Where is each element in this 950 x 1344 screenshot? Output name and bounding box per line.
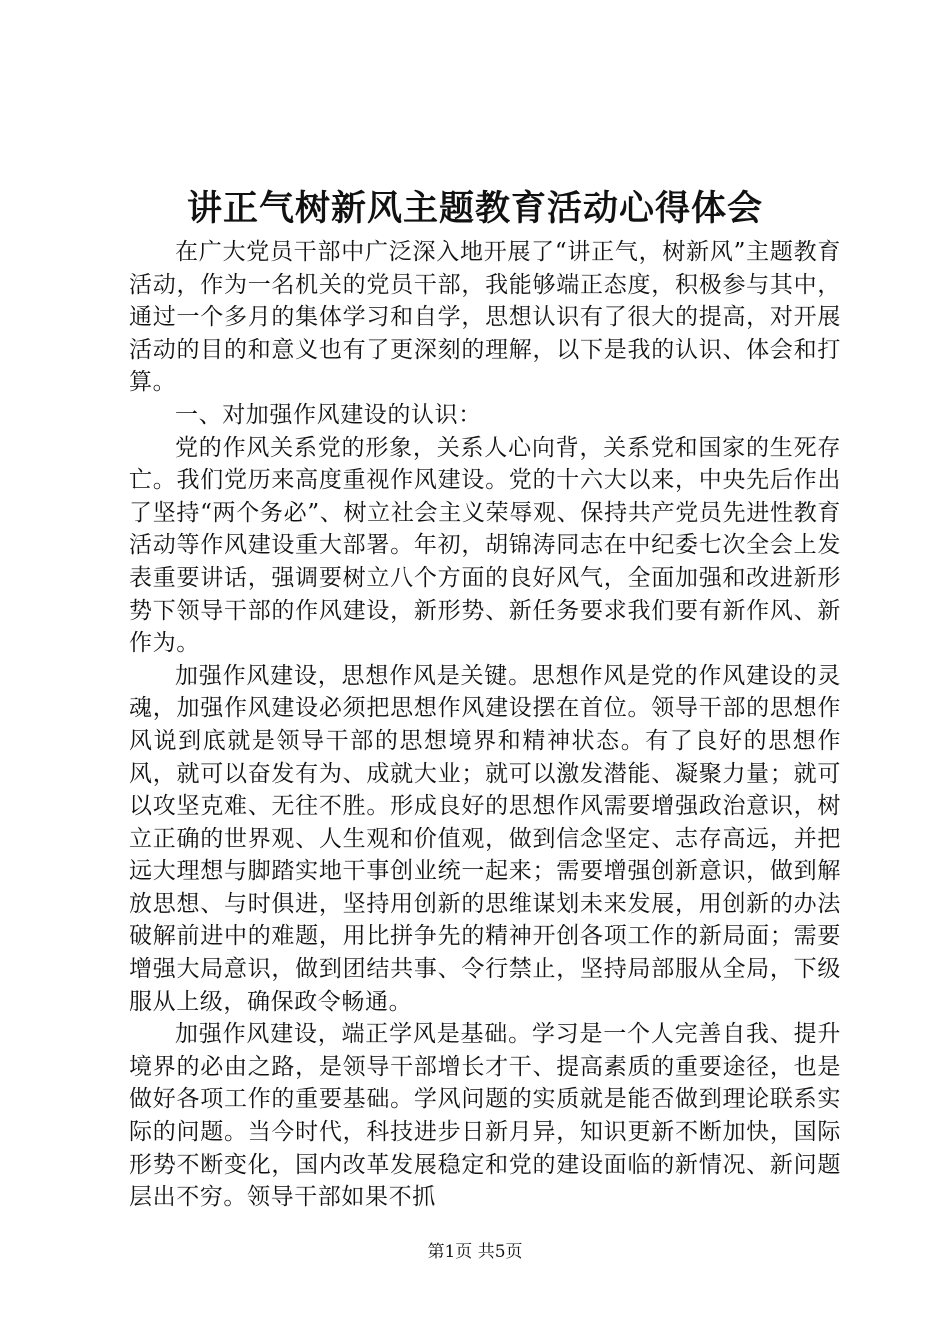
- page-number-footer: 第1页 共5页: [427, 1242, 523, 1262]
- paragraph-party-style: 党的作风关系党的形象，关系人心向背，关系党和国家的生死存亡。我们党历来高度重视作风建设。党的十六大以来，中央先后作出了坚持“两个务必”、树立社会主义荣辱观、保持共产党员先进性教育活动等作风建设重大部署。年初，胡锦涛同志在中纪委七次全会上发表重要讲话，强调要树立八个方面的良好风气，全面加强和改进新形势下领导干部的作风建设，新形势、新任务要求我们要有新作风、新作为。: [129, 434, 841, 657]
- document-title: 讲正气树新风主题教育活动心得体会: [186, 188, 763, 229]
- paragraph-study-style: 加强作风建设，端正学风是基础。学习是一个人完善自我、提升境界的必由之路，是领导干部增长才干、提高素质的重要途径，也是做好各项工作的重要基础。学风问题的实质就是能否做到理论联系实际的问题。当今时代，科技进步日新月异，知识更新不断加快，国际形势不断变化，国内改革发展稳定和党的建设面临的新情况、新问题层出不穷。领导干部如果不抓: [129, 1021, 841, 1211]
- paragraph-thought-style: 加强作风建设，思想作风是关键。思想作风是党的作风建设的灵魂，加强作风建设必须把思想作风建设摆在首位。领导干部的思想作风说到底就是领导干部的思想境界和精神状态。有了良好的思想作风，就可以奋发有为、成就大业；就可以激发潜能、凝聚力量；就可以攻坚克难、无往不胜。形成良好的思想作风需要增强政治意识，树立正确的世界观、人生观和价值观，做到信念坚定、志存高远，并把远大理想与脚踏实地干事创业统一起来；需要增强创新意识，做到解放思想、与时俱进，坚持用创新的思维谋划未来发展，用创新的办法破解前进中的难题，用比拼争先的精神开创各项工作的新局面；需要增强大局意识，做到团结共事、令行禁止，坚持局部服从全局，下级服从上级，确保政令畅通。: [129, 662, 841, 1015]
- paragraph-section-heading: 一、对加强作风建设的认识：: [175, 401, 482, 428]
- document-body: [129, 236, 841, 1214]
- paragraph-intro: 在广大党员干部中广泛深入地开展了“讲正气，树新风”主题教育活动，作为一名机关的党员干部，我能够端正态度，积极参与其中，通过一个多月的集体学习和自学，思想认识有了很大的提高，对开展活动的目的和意义也有了更深刻的理解，以下是我的认识、体会和打算。: [129, 239, 841, 396]
